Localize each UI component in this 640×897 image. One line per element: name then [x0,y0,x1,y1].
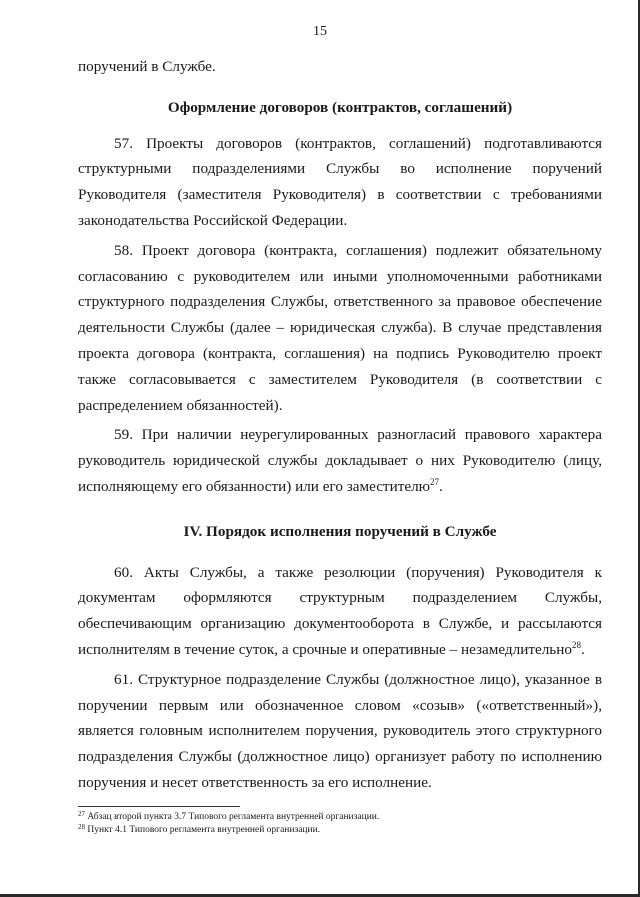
footnote-mark: 27 [78,810,85,818]
document-body [78,54,602,796]
footnote-ref-27: 27 [430,476,439,487]
paragraph-58: 58. Проект договора (контракта, соглашения) подлежит обязательному согласованию с руководителем или иными уполномоченными работниками структурного подразделения Службы, ответственного за правовое обеспечение деятельности Службы (далее – юридическая служба). В случае представления проекта договора (контракта, соглашения) на подпись Руководителю проект также согласовывается с заместителем Руководителя (в соответствии с распределением обязанностей). [78,241,602,414]
paragraph-57: 57. Проекты договоров (контрактов, соглашений) подготавливаются структурными подразделениями Службы во исполнение поручений Руководителя (заместителя Руководителя) в соответствии с требованиями законодательства Российской Федерации. [78,134,602,229]
intro-line: поручений в Службе. [78,58,216,75]
paragraph-59 [78,422,602,499]
footnote-28 [78,824,602,837]
paragraph-59-end: . [439,477,443,495]
paragraph-61: 61. Структурное подразделение Службы (должностное лицо), указанное в поручении первым или обозначенное словом «созыв» («ответственный»), является головным исполнителем поручения, руководитель этого структурного подразделения Службы (должностное лицо) организует работу по исполнению поручения и несет ответственность за его исполнение. [78,670,602,791]
footnotes [78,806,602,837]
footnote-mark: 28 [78,823,85,831]
paragraph-59-text: 59. При наличии неурегулированных разногласий правового характера руководитель юридической службы докладывает о них Руководителю (лицу, исполняющему его обязанности) или его заместителю [78,426,602,495]
footnote-ref-28: 28 [571,639,581,650]
paragraph-60-end: . [580,640,585,658]
paragraph-60 [78,560,602,663]
footnote-text: Пункт 4.1 Типового регламента внутренней организации. [85,825,321,835]
section-heading-iv: IV. Порядок исполнения поручений в Службе [183,522,497,540]
paragraph-60-text: 60. Акты Службы, а также резолюции (поручения) Руководителя к документам оформляются структурным подразделением Службы, обеспечивающим организацию документооборота в Службе, и рассылаются исполнителям в течение суток, а срочные и оперативные – незамедлительно [78,563,602,658]
footnote-text: Абзац второй пункта 3.7 Типового регламента внутренней организации. [85,812,380,822]
footnote-27 [78,811,602,824]
section-heading-contracts: Оформление договоров (контрактов, соглашений) [167,98,513,116]
page-number: 15 [313,24,327,39]
footnote-separator [78,806,240,807]
